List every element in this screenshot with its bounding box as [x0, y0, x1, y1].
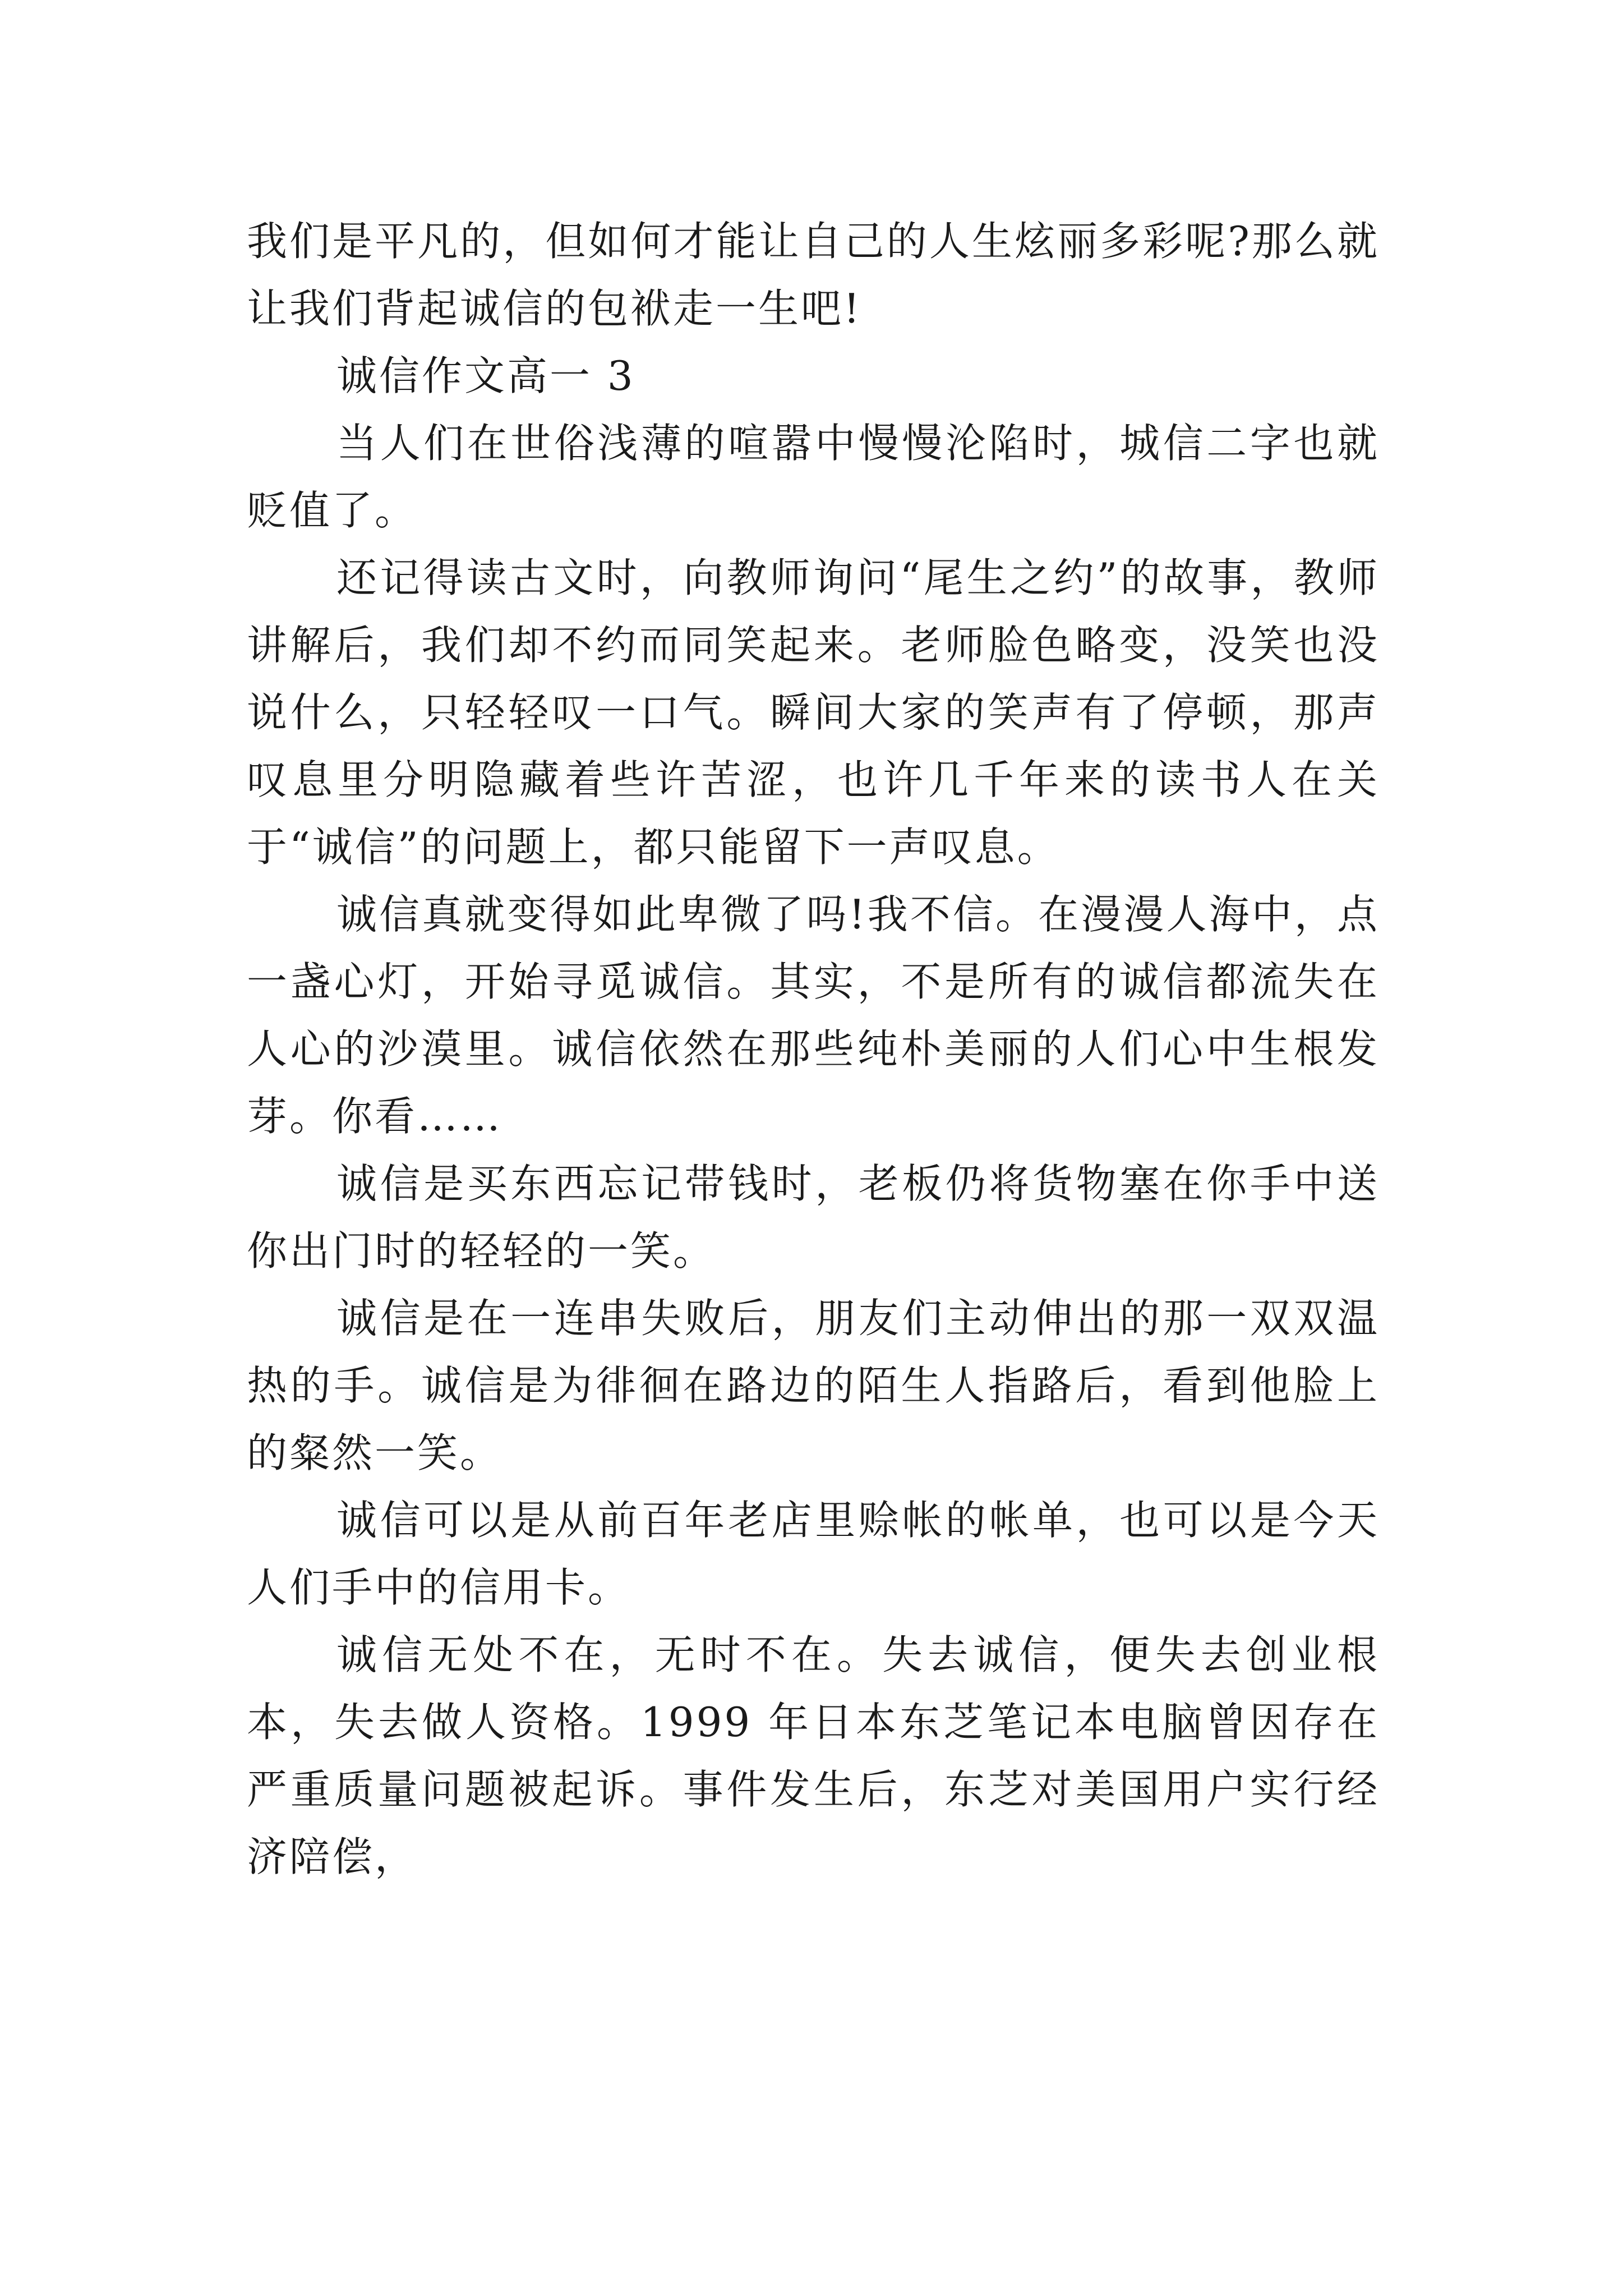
paragraph: 诚信无处不在，无时不在。失去诚信，便失去创业根本，失去做人资格。1999 年日本东芝笔记本电脑曾因存在严重质量问题被起诉。事件发生后，东芝对美国用户实行经济陪偿，: [247, 1631, 1380, 1880]
paragraph: 还记得读古文时，向教师询问“尾生之约”的故事，教师讲解后，我们却不约而同笑起来。老师脸色略变，没笑也没说什么，只轻轻叹一口气。瞬间大家的笑声有了停顿，那声叹息里分明隐藏着些许苦涩，也许几千年来的读书人在关于“诚信”的问题上，都只能留下一声叹息。: [247, 554, 1380, 871]
paragraph: 当人们在世俗浅薄的喧嚣中慢慢沦陷时，城信二字也就贬值了。: [247, 420, 1380, 534]
paragraph: 诚信是在一连串失败后，朋友们主动伸出的那一双双温热的手。诚信是为徘徊在路边的陌生人指路后，看到他脸上的粲然一笑。: [247, 1295, 1380, 1476]
paragraph: 诚信真就变得如此卑微了吗!我不信。在漫漫人海中，点一盏心灯，开始寻觅诚信。其实，不是所有的诚信都流失在人心的沙漠里。诚信依然在那些纯朴美丽的人们心中生根发芽。你看……: [247, 891, 1380, 1140]
section-heading: 诚信作文高一 3: [336, 352, 635, 399]
paragraph: 我们是平凡的，但如何才能让自己的人生炫丽多彩呢?那么就让我们背起诚信的包袱走一生吧!: [247, 218, 1380, 332]
paragraph: 诚信可以是从前百年老店里赊帐的帐单，也可以是今天人们手中的信用卡。: [247, 1497, 1380, 1611]
paragraph: 诚信是买东西忘记带钱时，老板仍将货物塞在你手中送你出门时的轻轻的一笑。: [247, 1160, 1380, 1274]
document-body: [247, 208, 1380, 1890]
